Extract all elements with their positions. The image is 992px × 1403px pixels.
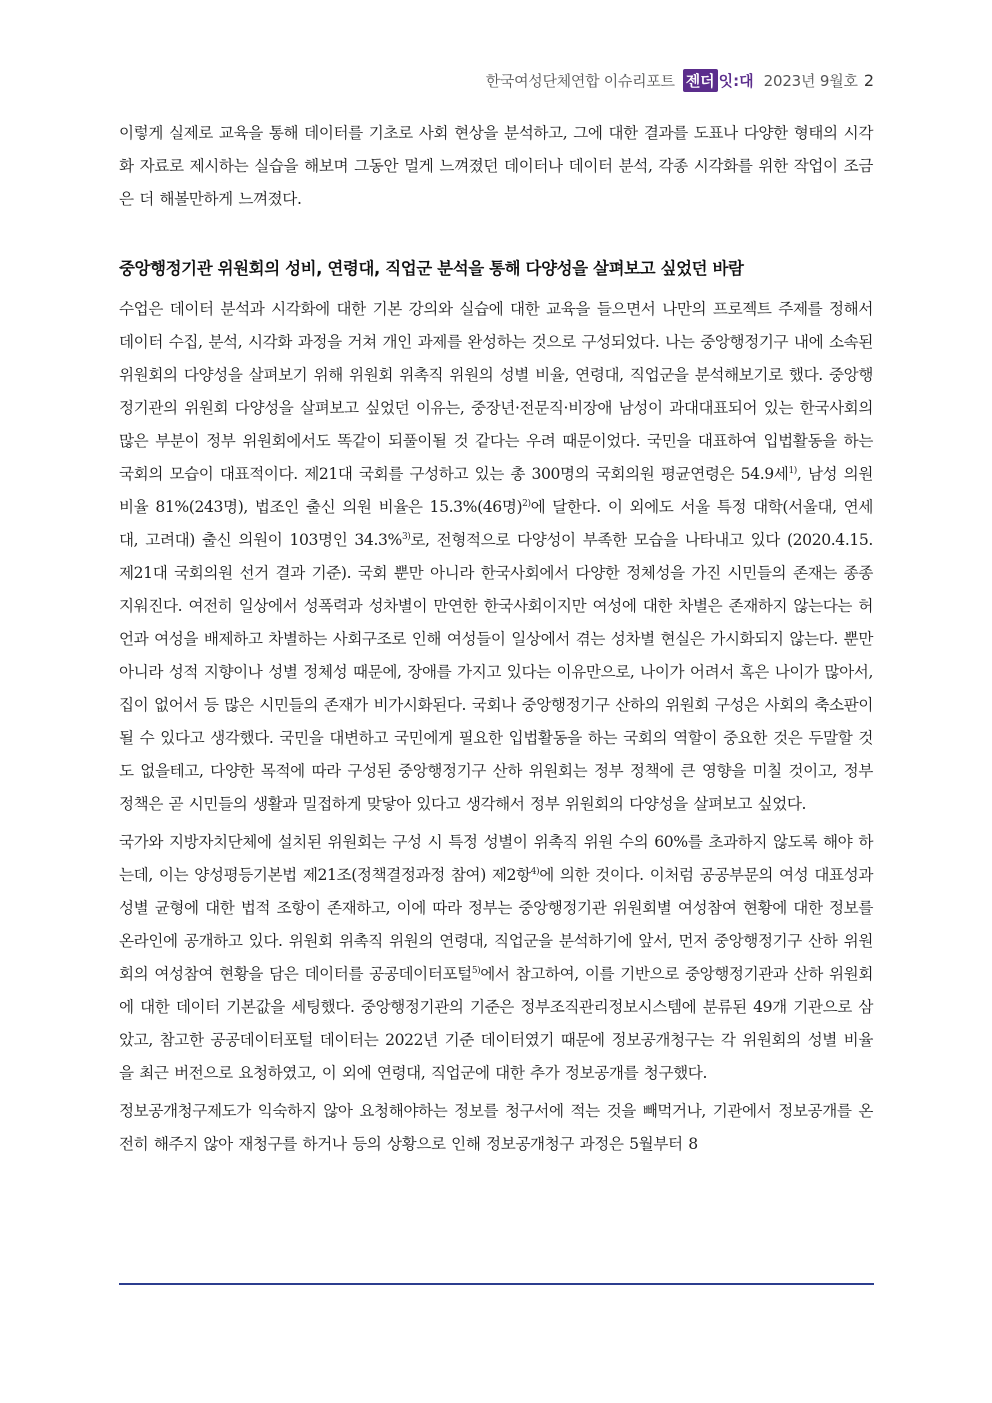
body-paragraph-1 — [119, 293, 873, 821]
header-org-name: 한국여성단체연합 이슈리포트 — [485, 71, 675, 90]
paragraph-2-text-a: 국가와 지방자치단체에 설치된 위원회는 구성 시 특정 성별이 위촉직 위원 수의 60%를 초과하지 않도록 해야 하는데, 이는 양성평등기본법 제21조(정책결정과정 참여) 제2항 — [119, 833, 873, 884]
paragraph-2-text-c: 에서 참고하여, 이를 기반으로 중앙행정기관과 산하 위원회에 대한 데이터 기본값을 세팅했다. 중앙행정기관의 기준은 정부조직관리정보시스템에 분류된 49개 기관으로 삼았고, 참고한 공공데이터포털 데이터는 2022년 기준 데이터였기 때문에 정보공개청구는 각 위원회의 성별 비율을 최근 버전으로 요청하였고, 이 외에 연령대, 직업군에 대한 추가 정보공개를 청구했다. — [119, 965, 873, 1082]
paragraph-1-text-a: 수업은 데이터 분석과 시각화에 대한 기본 강의와 실습에 대한 교육을 들으면서 나만의 프로젝트 주제를 정해서 데이터 수집, 분석, 시각화 과정을 거쳐 개인 과제를 완성하는 것으로 구성되었다. 나는 중앙행정기구 내에 소속된 위원회의 다양성을 살펴보기 위해 위원회 위촉직 위원의 성별 비율, 연령대, 직업군을 분석해보기로 했다. 중앙행정기관의 위원회 다양성을 살펴보고 싶었던 이유는, 중장년·전문직·비장애 남성이 과대대표되어 있는 한국사회의 많은 부분이 정부 위원회에서도 똑같이 되풀이될 것 같다는 우려 때문이었다. 국민을 대표하여 입법활동을 하는 국회의 모습이 대표적이다. 제21대 국회를 구성하고 있는 총 300명의 국회의원 평균연령은 54.9세 — [119, 300, 873, 483]
logo-box-text: 젠더 — [683, 69, 718, 92]
header-issue-date: 2023년 9월호 — [763, 71, 858, 90]
document-body — [119, 117, 873, 1166]
body-paragraph-3: 정보공개청구제도가 익숙하지 않아 요청해야하는 정보를 청구서에 적는 것을 빼먹거나, 기관에서 정보공개를 온전히 해주지 않아 재청구를 하거나 등의 상황으로 인해 정보공개청구 과정은 5월부터 8 — [119, 1102, 873, 1153]
logo-rest-text: 잇:대 — [718, 71, 754, 90]
footnote-ref-1: 1) — [788, 465, 797, 476]
intro-paragraph: 이렇게 실제로 교육을 통해 데이터를 기초로 사회 현상을 분석하고, 그에 대한 결과를 도표나 다양한 형태의 시각화 자료로 제시하는 실습을 해보며 그동안 멀게 느껴졌던 데이터나 데이터 분석, 각종 시각화를 위한 작업이 조금은 더 해볼만하게 느껴졌다. — [119, 124, 873, 208]
paragraph-1-text-c: 에 달한다. 이 외에도 서울 특정 대학(서울대, 연세대, 고려대) 출신 의원이 103명인 34.3% — [119, 498, 873, 549]
paragraph-2-text-b: 에 의한 것이다. 이처럼 공공부문의 여성 대표성과 성별 균형에 대한 법적 조항이 존재하고, 이에 따라 정부는 중앙행정기관 위원회별 여성참여 현황에 대한 정보를 온라인에 공개하고 있다. 위원회 위촉직 위원의 연령대, 직업군을 분석하기에 앞서, 먼저 중앙행정기구 산하 위원회의 여성참여 현황을 담은 데이터를 공공데이터포털 — [119, 866, 873, 983]
section-title: 중앙행정기관 위원회의 성비, 연령대, 직업군 분석을 통해 다양성을 살펴보고 싶었던 바람 — [119, 259, 744, 278]
footnote-ref-2: 2) — [522, 498, 531, 509]
footnote-ref-5: 5) — [471, 965, 481, 976]
page-number: 2 — [863, 70, 874, 90]
gender-itda-logo — [683, 69, 754, 92]
footnote-ref-3: 3) — [401, 531, 411, 542]
footer-divider — [119, 1283, 874, 1285]
paragraph-1-text-d: 로, 전형적으로 다양성이 부족한 모습을 나타내고 있다 (2020.4.15. 제21대 국회의원 선거 결과 기준). 국회 뿐만 아니라 한국사회에서 다양한 정체성을 가진 시민들의 존재는 종종 지워진다. 여전히 일상에서 성폭력과 성차별이 만연한 한국사회이지만 여성에 대한 차별은 존재하지 않는다는 허언과 여성을 배제하고 차별하는 사회구조로 인해 여성들이 일상에서 겪는 성차별 현실은 가시화되지 않는다. 뿐만 아니라 성적 지향이나 성별 정체성 때문에, 장애를 가지고 있다는 이유만으로, 나이가 어려서 혹은 나이가 많아서, 집이 없어서 등 많은 시민들의 존재가 비가시화된다. 국회나 중앙행정기구 산하의 위원회 구성은 사회의 축소판이 될 수 있다고 생각했다. 국민을 대변하고 국민에게 필요한 입법활동을 하는 국회의 역할이 중요한 것은 두말할 것도 없을테고, 다양한 목적에 따라 구성된 중앙행정기구 산하 위원회는 정부 정책에 큰 영향을 미칠 것이고, 정부 정책은 곧 시민들의 생활과 밀접하게 맞닿아 있다고 생각해서 정부 위원회의 다양성을 살펴보고 싶었다. — [119, 531, 873, 813]
paragraph-1-text-b: , 남성 의원 비율 81%(243명), 법조인 출신 의원 비율은 15.3%(46명) — [119, 465, 873, 516]
page-header — [486, 67, 874, 93]
body-paragraph-2 — [119, 826, 873, 1090]
footnote-ref-4: 4) — [530, 866, 540, 877]
